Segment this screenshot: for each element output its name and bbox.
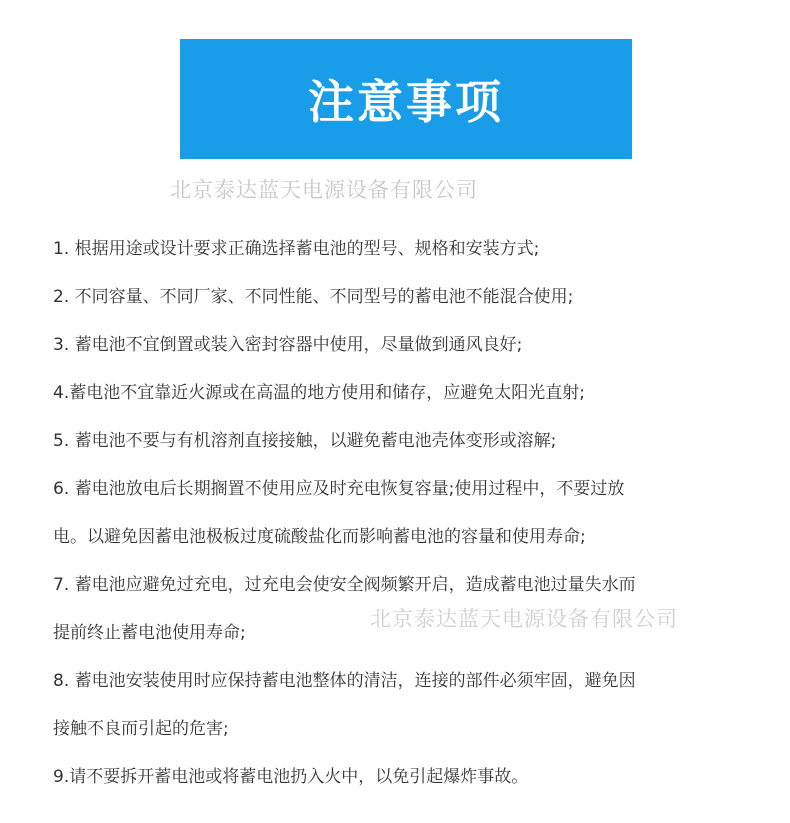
note-line: 7. 蓄电池应避免过充电，过充电会使安全阀频繁开启，造成蓄电池过量失水而 xyxy=(53,575,636,595)
note-line: 8. 蓄电池安装使用时应保持蓄电池整体的清洁，连接的部件必须牢固，避免因 xyxy=(53,671,636,691)
watermark-top: 北京泰达蓝天电源设备有限公司 xyxy=(170,178,478,202)
title-banner xyxy=(180,39,632,159)
note-line: 接触不良而引起的危害; xyxy=(53,719,229,739)
note-line: 4.蓄电池不宜靠近火源或在高温的地方使用和储存，应避免太阳光直射; xyxy=(53,383,585,403)
note-line: 电。以避免因蓄电池极板过度硫酸盐化而影响蓄电池的容量和使用寿命; xyxy=(53,527,586,547)
note-line: 2. 不同容量、不同厂家、不同性能、不同型号的蓄电池不能混合使用; xyxy=(53,287,574,307)
note-line: 提前终止蓄电池使用寿命; xyxy=(53,623,246,643)
note-line: 5. 蓄电池不要与有机溶剂直接接触，以避免蓄电池壳体变形或溶解; xyxy=(53,431,557,451)
page-title: 注意事项 xyxy=(308,75,504,129)
watermark-middle: 北京泰达蓝天电源设备有限公司 xyxy=(370,607,678,631)
note-line: 1. 根据用途或设计要求正确选择蓄电池的型号、规格和安装方式; xyxy=(53,239,540,259)
note-line: 9.请不要拆开蓄电池或将蓄电池扔入火中，以免引起爆炸事故。 xyxy=(53,767,529,787)
note-line: 6. 蓄电池放电后长期搁置不使用应及时充电恢复容量;使用过程中，不要过放 xyxy=(53,479,625,499)
note-line: 3. 蓄电池不宜倒置或装入密封容器中使用，尽量做到通风良好; xyxy=(53,335,523,355)
